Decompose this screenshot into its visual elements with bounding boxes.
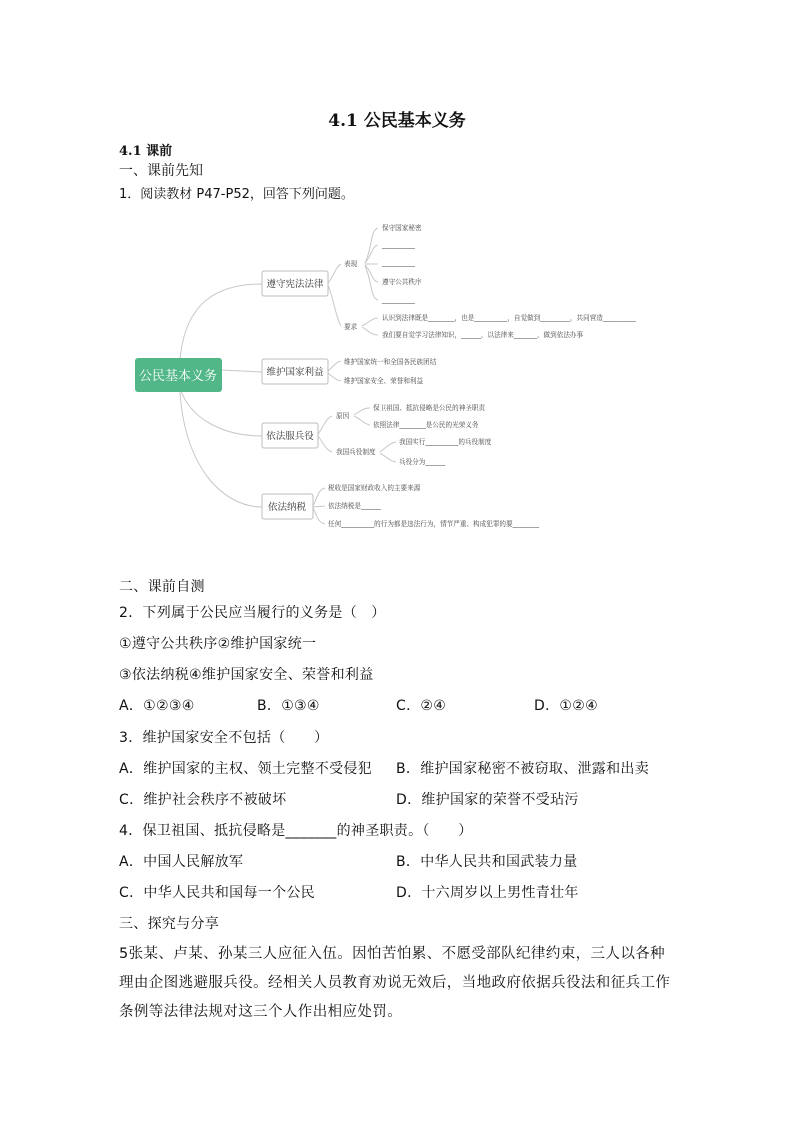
mindmap-item: 依照法律________是公民的光荣义务 [373,421,479,429]
page-title: 4.1 公民基本义务 [328,111,466,131]
root-label: 公民基本义务 [138,369,218,384]
mindmap-item: __________ [382,296,415,304]
connector-line [313,506,325,507]
q3-option-d: D．维护国家的荣誉不受玷污 [396,792,579,808]
branch-label: 维护国家利益 [266,367,324,378]
mindmap-item: 遵守公共秩序 [382,278,422,286]
q4-option-b: B．中华人民共和国武装力量 [396,854,578,870]
mindmap-item: 我国实行__________的兵役制度 [399,438,492,446]
connector-line [354,408,370,415]
q4-option-a: A．中国人民解放军 [119,854,244,870]
sub-label: 我国兵役制度 [336,448,376,456]
connector-line [380,453,396,462]
mindmap-item: __________ [382,259,415,267]
connector-line [222,370,262,372]
connector-line [313,508,325,524]
connector-line [180,284,262,360]
q5-paragraph: 5张某、卢某、孙某三人应征入伍。因怕苦怕累、不愿受部队纪律约束，三人以各种理由企图逃避服兵役。经相关人员教育劝说无效后，当地政府依据兵役法和征兵工作条例等法律法规对这三个人作出相应处罚。 [119,946,671,1020]
q2-stem: 2．下列属于公民应当履行的义务是（ ） [119,605,386,621]
mindmap-item: 任何__________的行为都是违法行为，情节严重、构成犯罪的要________ [328,520,539,528]
q2-line1: ①遵守公共秩序②维护国家统一 [119,636,317,652]
part3-heading: 三、探究与分享 [119,916,220,932]
section-label: 4.1 课前 [119,144,173,159]
connector-line [328,361,341,371]
part1-heading: 一、课前先知 [119,163,203,179]
branch-label: 遵守宪法法律 [266,279,324,290]
mindmap-item: 税收是国家财政收入的主要来源 [328,484,421,492]
q3-option-c: C．维护社会秩序不被破坏 [119,792,287,808]
q4-stem: 4．保卫祖国、抵抗侵略是_______的神圣职责。（ ） [119,823,473,839]
sub-label: 原因 [336,412,350,420]
q3-option-b: B．维护国家秘密不被窃取、泄露和出卖 [396,761,650,777]
mindmap-item: 依法纳税是______ [328,502,381,510]
part2-heading: 二、课前自测 [119,579,205,595]
connector-line [362,327,378,335]
q2-option-a: A．①②③④ [119,698,195,714]
mindmap-item: 我们要自觉学习法律知识，______，以法律来_______，做到依法办事 [382,331,584,339]
q2-option-b: B．①③④ [257,698,320,714]
connector-line [365,245,378,263]
mindmap-item: 认识到法律既是________，也是__________，自觉做到_________，共同营造__________ [382,314,636,322]
connector-line [362,318,378,326]
q2-option-d: D．①②④ [534,698,598,714]
mindmap-item: 保卫祖国、抵抗侵略是公民的神圣职责 [373,404,486,412]
q3-option-a: A．维护国家的主权、领土完整不受侵犯 [119,761,372,777]
q4-option-d: D．十六周岁以上男性青壮年 [396,885,579,901]
connector-line [318,416,332,434]
connector-line [380,442,396,452]
connector-line [328,264,341,283]
mindmap-item: 维护国家安全、荣誉和利益 [344,377,424,385]
q3-stem: 3．维护国家安全不包括（ ） [119,730,329,746]
connector-line [318,436,332,452]
connector-line [354,416,370,425]
sub-label: 表现 [344,260,358,268]
q4-option-c: C．中华人民共和国每一个公民 [119,885,315,901]
q2-line2: ③依法纳税④维护国家安全、荣誉和利益 [119,667,374,683]
sub-label: 要求 [344,323,358,331]
connector-line [313,488,325,506]
part1-instruction: 1．阅读教材 P47-P52，回答下列问题。 [119,187,354,202]
connector-line [180,388,262,436]
connector-line [328,373,341,381]
connector-line [328,285,341,326]
mindmap-item: 保守国家秘密 [382,224,422,232]
branch-label: 依法服兵役 [266,431,314,442]
mindmap-item: __________ [382,241,415,249]
mind-map [0,0,794,560]
connector-line [365,266,378,300]
q2-option-c: C．②④ [396,698,447,714]
connector-line [365,265,378,282]
mindmap-item: 兵役分为______ [399,458,446,466]
mindmap-item: 维护国家统一和全国各民族团结 [344,358,437,366]
branch-label: 依法纳税 [267,502,307,513]
